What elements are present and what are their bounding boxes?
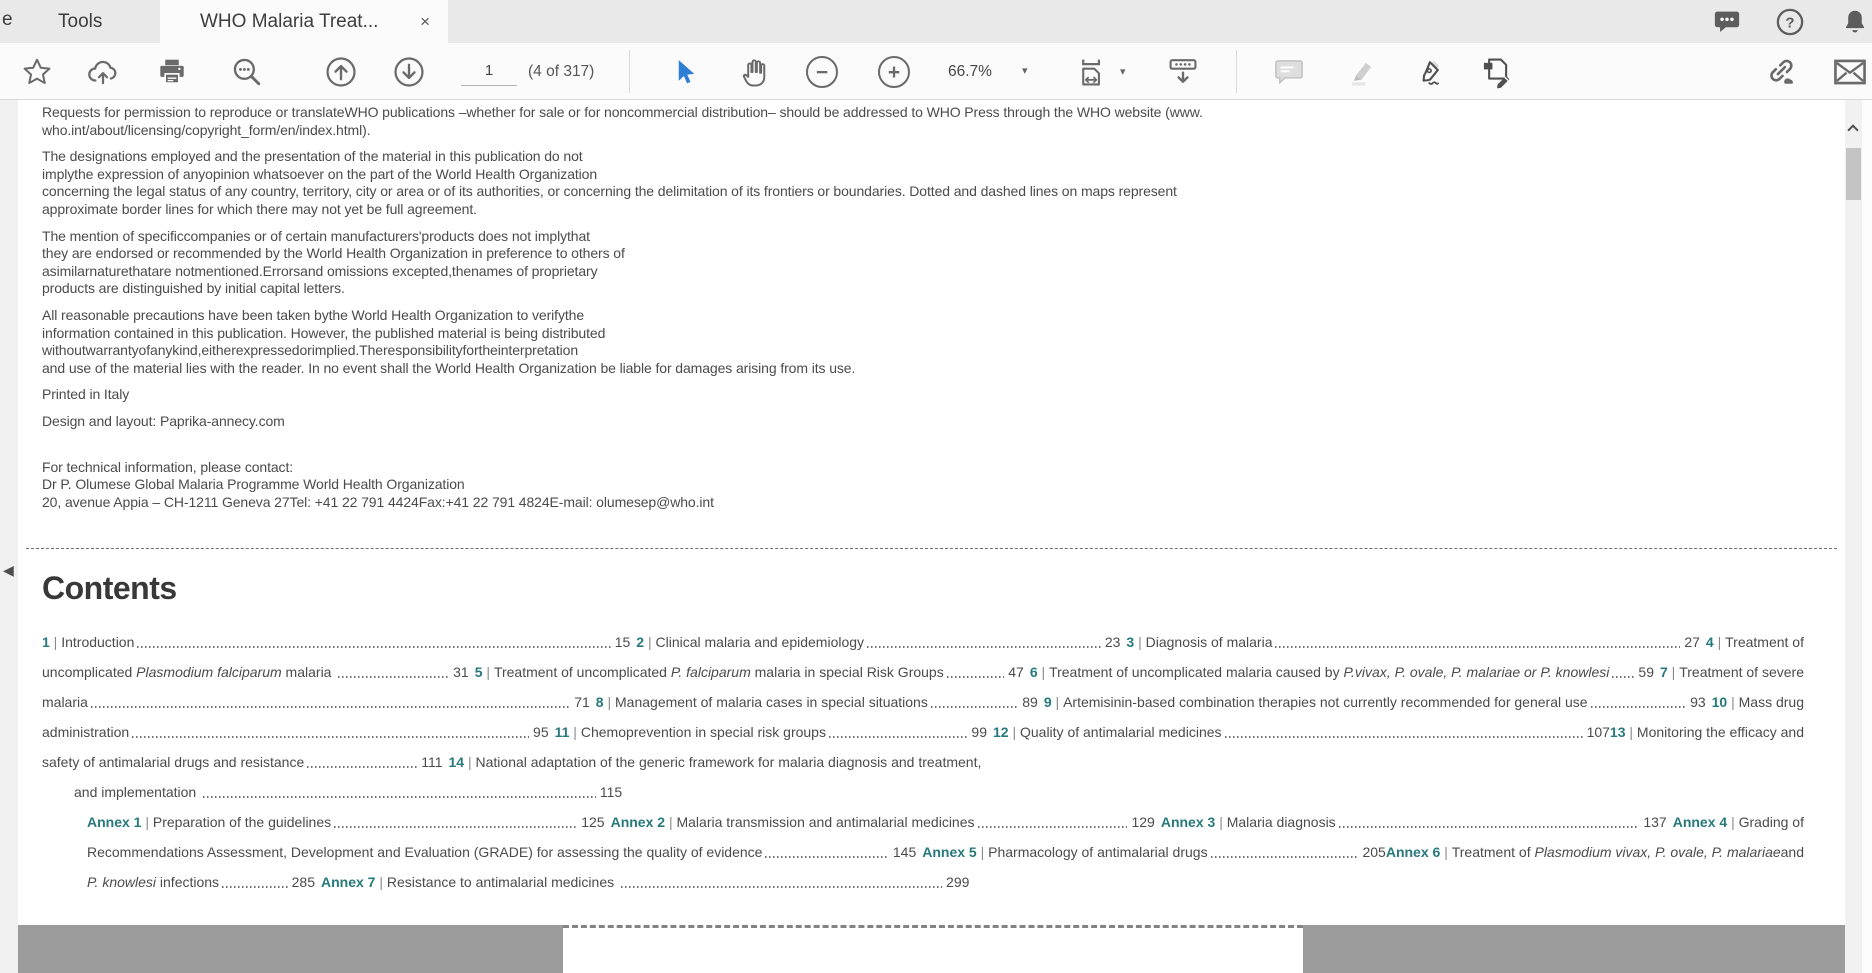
tab-tools[interactable]: Tools [58,10,103,32]
dot-leader [91,706,570,708]
toc-text: Treatment of uncomplicated [493,664,671,680]
email-icon[interactable] [1829,51,1871,93]
toc-chapter-number[interactable]: 2 [636,634,645,650]
toc-page-number[interactable]: 31 [453,664,469,680]
dot-leader [1591,706,1687,708]
toc-annex-label[interactable]: Annex 5 [922,844,977,860]
toc-page-number[interactable]: 95 [533,724,549,740]
toc-text: Pharmacology of antimalarial drugs [988,844,1208,860]
pdf-page [18,100,1845,973]
highlighter-icon[interactable] [1339,51,1381,93]
share-link-icon[interactable] [1759,51,1801,93]
toc-chapter-number[interactable]: 6 [1029,664,1038,680]
toc-text: Grading of [1738,814,1804,830]
toc-separator: | [569,724,581,740]
dot-leader [222,886,288,888]
toc-page-number[interactable]: 137 [1643,814,1667,830]
toc-page-number[interactable]: 107 [1586,724,1610,740]
dot-leader [334,826,577,828]
copyright-paragraph: Requests for permission to reproduce or translateWHO publications –whether for sale or for noncommercial distribution– should be addressed to WHO Press through the WHO website (www. who.int/about/licensing/copyright_form/en/index.html). [42,104,1203,138]
toc-separator: | [665,814,677,830]
toc-text: and implementation [74,784,201,800]
toc-page-number[interactable]: 125 [581,814,605,830]
toc-separator: | [1625,724,1637,740]
toc-text: Artemisinin-based combination therapies not currently recommended for general use [1063,694,1588,710]
page-up-icon[interactable] [320,51,362,93]
toc-text-italic: P. knowlesi [87,874,157,890]
table-of-contents [42,627,1804,897]
toc-annex-label[interactable]: Annex 7 [321,874,376,890]
toc-line [42,687,1804,717]
dot-leader [1275,646,1680,648]
toc-separator: | [1134,634,1146,650]
copyright-paragraph: Design and layout: Paprika-annecy.com [42,412,285,429]
dot-leader [203,796,596,798]
toc-chapter-number[interactable]: 13 [1609,724,1626,740]
document-viewport [0,100,1872,973]
copyright-paragraph: The designations employed and the presentation of the material in this publication do not implythe expression of anyopinion whatsoever on the part of the World Health Organization concerning the legal status of any country, territory, city or area or of its authorities, or concerning the delimitation of its frontiers or boundaries. Dotted and dashed lines on maps represent approximate border lines for which there may not yet be full agreement. [42,148,1177,217]
toc-separator: | [141,814,153,830]
toc-page-number[interactable]: 299 [946,874,970,890]
toc-text-italic: P. falciparum [670,664,751,680]
vertical-scrollbar[interactable] [1845,100,1862,973]
toc-chapter-number[interactable]: 8 [595,694,604,710]
toc-text: administration [42,724,130,740]
star-icon[interactable] [16,51,58,93]
toc-separator: | [1440,844,1452,860]
feedback-icon[interactable] [1708,3,1746,41]
toc-text: Management of malaria cases in special situations [615,694,928,710]
toc-text: Malaria transmission and antimalarial medicines [676,814,975,830]
toc-separator: | [1727,814,1739,830]
toc-page-number[interactable]: 59 [1638,664,1654,680]
copyright-paragraph: Printed in Italy [42,386,130,403]
toc-chapter-number[interactable]: 9 [1043,694,1052,710]
fill-sign-icon[interactable] [1476,51,1518,93]
toc-text: uncomplicated [42,664,137,680]
toc-separator: | [49,634,62,650]
toc-line [42,747,1804,777]
copyright-text-block [42,104,1502,520]
search-icon[interactable] [226,51,268,93]
toc-text: malaria [281,664,336,680]
nav-panel-edge [0,100,18,973]
fit-width-icon[interactable] [1074,51,1116,93]
toc-separator: | [644,634,656,650]
comment-icon[interactable] [1268,51,1310,93]
tab-bar [0,0,1872,43]
toc-page-number[interactable]: 71 [574,694,590,710]
zoom-level-label[interactable]: 66.7% [948,63,992,80]
toolbar-divider [1236,50,1237,93]
dot-leader [1211,856,1359,858]
toc-text: Clinical malaria and epidemiology [655,634,865,650]
toc-text-italic: P.vivax, P. ovale, P. malariae or P. knowlesi [1343,664,1610,680]
toc-separator: | [1215,814,1227,830]
dot-leader [829,736,967,738]
page-separator-dashed [26,548,1837,549]
cloud-upload-icon[interactable] [82,51,124,93]
signature-icon[interactable] [1407,51,1449,93]
dot-leader [338,676,449,678]
toc-text-italic: Plasmodium falciparum [136,664,282,680]
toc-annex-label[interactable]: Annex 3 [1160,814,1216,830]
zoom-dropdown-caret[interactable]: ▾ [1022,65,1028,77]
dot-leader [1612,676,1634,678]
next-pdf-page [563,925,1303,973]
toc-text-italic: Plasmodium vivax, P. ovale, P. malariae [1534,844,1781,860]
page-down-icon[interactable] [388,51,430,93]
toc-chapter-number[interactable]: 10 [1711,694,1728,710]
toc-line [42,837,1804,867]
dot-leader [621,886,942,888]
toc-text: Malaria diagnosis [1226,814,1336,830]
toc-separator: | [482,664,494,680]
collapse-panel-icon[interactable]: ◀ [3,562,14,578]
canvas-background [18,925,1845,973]
toolbar-divider [629,50,630,93]
toc-text: Chemoprevention in special risk groups [580,724,826,740]
tab-home-partial[interactable]: e [2,9,13,30]
scrollbar-zone [1845,100,1872,973]
toc-text: Mass drug [1738,694,1804,710]
dot-leader [765,856,888,858]
toc-page-number[interactable]: 145 [892,844,917,860]
toc-line [42,717,1804,747]
toc-chapter-number[interactable]: 7 [1660,664,1668,680]
toc-chapter-number[interactable]: 3 [1126,634,1135,650]
copyright-paragraph: For technical information, please contact: Dr P. Olumese Global Malaria Programme World Health Organization 20, avenue Appia – CH-1211 Geneva 27Tel: +41 22 791 4424Fax:+41 22 791 4824E-mail: olumesep@who.int [42,458,714,510]
toc-text: infections [156,874,220,890]
toc-page-number[interactable]: 205 [1362,844,1386,860]
dot-leader [1225,736,1583,738]
toc-page-number[interactable]: 47 [1008,664,1024,680]
toc-separator: | [375,874,387,890]
dot-leader [978,826,1128,828]
toc-text: malaria in special Risk Groups [750,664,944,680]
toc-text: Treatment of [1451,844,1535,860]
zoom-out-icon[interactable]: − [801,51,843,93]
toc-text: Recommendations Assessment, Development and Evaluation (GRADE) for assessing the quality of evidence [87,844,763,860]
toc-text: Resistance to antimalarial medicines [386,874,618,890]
toc-page-number[interactable]: 99 [971,724,987,740]
dot-leader [947,676,1005,678]
toc-separator: | [1713,634,1726,650]
toc-chapter-number[interactable]: 1 [42,634,50,650]
toc-page-number[interactable]: 129 [1131,814,1155,830]
toc-annex-label[interactable]: Annex 4 [1672,814,1728,830]
toc-separator: | [1727,694,1739,710]
main-toolbar [0,43,1872,100]
toc-separator: | [1037,664,1050,680]
toc-chapter-number[interactable]: 4 [1705,634,1714,650]
toc-text: Monitoring the efficacy and [1636,724,1804,740]
notifications-icon[interactable] [1836,3,1872,41]
toc-chapter-number[interactable]: 11 [554,724,570,740]
toc-line [42,657,1804,687]
dot-leader [307,766,417,768]
toc-text: Treatment of severe [1679,664,1804,680]
toc-separator: | [464,754,476,770]
toc-line [42,777,1804,807]
toc-chapter-number[interactable]: 5 [474,664,483,680]
toc-page-number[interactable]: 89 [1022,694,1038,710]
toc-page-number[interactable]: 285 [291,874,315,890]
toc-text: malaria [42,694,88,710]
toc-separator: | [1008,724,1020,740]
toc-text: Preparation of the guidelines [152,814,332,830]
toc-page-number[interactable]: 15 [614,634,631,650]
toc-text: Diagnosis of malaria [1145,634,1273,650]
copyright-paragraph: The mention of specificcompanies or of certain manufacturers'products does not implythat they are endorsed or recommended by the World Health Organization in preference to others of asimilarnaturethatare notmentioned.Errorsand omissions excepted,thenames of proprietary products are distinguished by initial capital letters. [42,227,625,297]
dot-leader [931,706,1018,708]
toc-page-number[interactable]: 27 [1684,634,1700,650]
document-tab-title: WHO Malaria Treat... [200,10,379,32]
print-icon[interactable] [151,51,193,93]
page-count-label: (4 of 317) [528,63,595,80]
toc-chapter-number[interactable]: 12 [992,724,1009,740]
zoom-in-icon[interactable]: + [873,51,915,93]
toc-text: Introduction [61,634,135,650]
toc-separator: | [603,694,616,710]
help-icon[interactable] [1771,3,1809,41]
dot-leader [132,736,529,738]
toc-page-number[interactable]: 115 [599,784,623,800]
scroll-up-icon[interactable] [1847,124,1858,135]
hand-tool-icon[interactable] [735,51,777,93]
toc-separator: | [976,844,989,860]
scrollbar-thumb[interactable] [1846,148,1861,200]
page-number-input[interactable] [461,56,517,86]
toc-annex-label[interactable]: Annex 6 [1385,844,1441,860]
toc-text: National adaptation of the generic framework for malaria diagnosis and treatment, [475,754,982,770]
tab-document[interactable] [160,0,448,43]
contents-title: Contents [42,570,177,606]
toc-separator: | [1051,694,1064,710]
toc-text: Treatment of uncomplicated malaria caused by [1049,664,1344,680]
toc-text: and [1780,844,1804,860]
help-glyph: ? [1785,13,1795,31]
reflow-icon[interactable] [1162,51,1204,93]
close-icon[interactable]: × [420,11,430,31]
toc-chapter-number[interactable]: 14 [448,754,465,770]
toc-page-number[interactable]: 93 [1690,694,1706,710]
dot-leader [137,646,610,648]
toc-text: Quality of antimalarial medicines [1019,724,1222,740]
toc-line [42,807,1804,837]
dot-leader [1339,826,1640,828]
copyright-paragraph: All reasonable precautions have been taken bythe World Health Organization to verifythe information contained in this publication. However, the published material is being distributed withoutwarrantyofanykind,eitherexpressedorimplied.Theresponsibilityfortheinterpretation and use of the material lies with the reader. In no event shall the World Health Organization be liable for damages arising from its use. [42,306,856,376]
fit-dropdown-caret[interactable]: ▾ [1120,66,1126,78]
toc-line [42,627,1804,657]
toc-line [42,867,1804,897]
dot-leader [867,646,1101,648]
toc-text: safety of antimalarial drugs and resistance [42,754,305,770]
toc-page-number[interactable]: 23 [1104,634,1121,650]
toc-separator: | [1667,664,1680,680]
toc-annex-label[interactable]: Annex 1 [87,814,142,830]
select-cursor-icon[interactable] [664,51,706,93]
toc-text: Treatment of [1725,634,1804,650]
toc-annex-label[interactable]: Annex 2 [610,814,666,830]
toc-page-number[interactable]: 111 [421,754,443,770]
